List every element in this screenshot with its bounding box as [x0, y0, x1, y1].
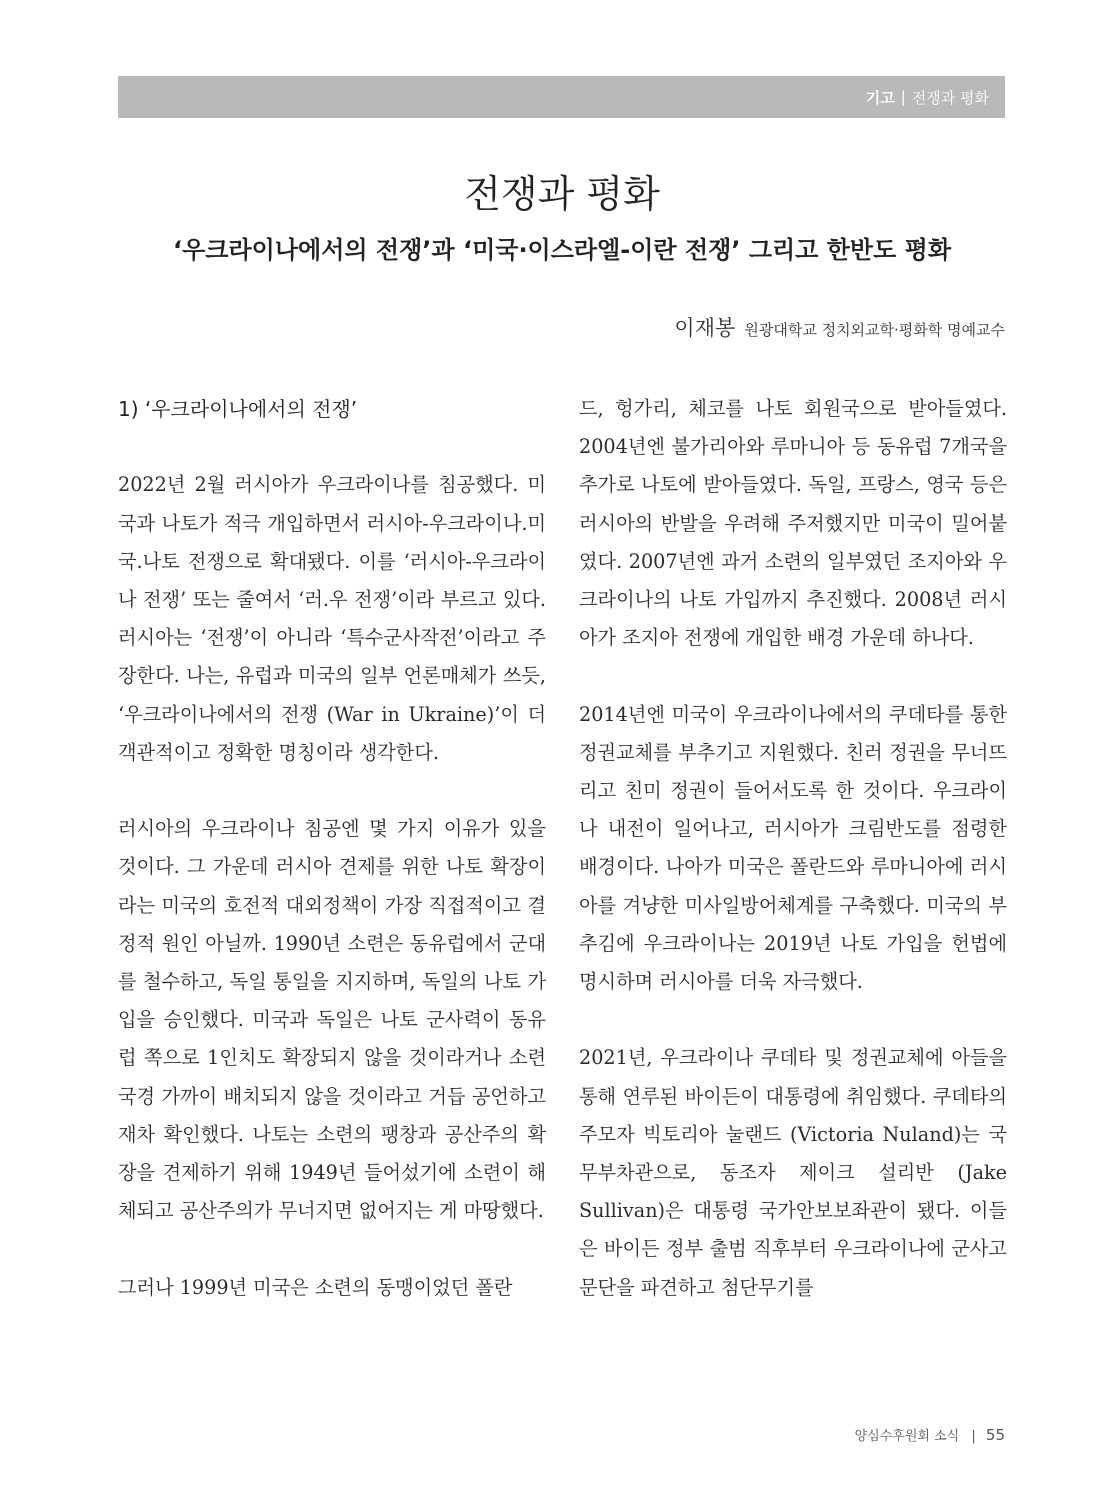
author-affiliation: 원광대학교 정치외교학·평화학 명예교수	[744, 321, 1005, 339]
author-name: 이재봉	[674, 316, 736, 340]
article-subtitle: ‘우크라이나에서의 전쟁’과 ‘미국·이스라엘-이란 전쟁’ 그리고 한반도 평화	[172, 236, 951, 264]
footer-publication: 양심수후원회 소식	[854, 1429, 960, 1444]
section-heading: 1) ‘우크라이나에서의 전쟁’	[118, 397, 358, 421]
right-column	[579, 390, 1007, 1345]
paragraph: 2022년 2월 러시아가 우크라이나를 침공했다. 미국과 나토가 적극 개입하면서 러시아-우크라이나.미국.나토 전쟁으로 확대됐다. 이를 ‘러시아-우크라이나 전쟁’ 또는 줄여서 ‘러.우 전쟁’이라 부르고 있다. 러시아는 ‘전쟁’이 아니라 ‘특수군사작전’이라고 주장한다. 나는, 유럽과 미국의 일부 언론매체가 쓰듯, ‘우크라이나에서의 전쟁 (War in Ukraine)’이 더 객관적이고 정확한 명칭이라 생각한다.	[118, 473, 546, 764]
running-header	[118, 76, 1005, 118]
paragraph: 러시아의 우크라이나 침공엔 몇 가지 이유가 있을 것이다. 그 가운데 러시아 견제를 위한 나토 확장이라는 미국의 호전적 대외정책이 가장 직접적이고 결정적 원인 아닐까. 1990년 소련은 동유럽에서 군대를 철수하고, 독일 통일을 지지하며, 독일의 나토 가입을 승인했다. 미국과 독일은 나토 군사력이 동유럽 쪽으로 1인치도 확장되지 않을 것이라거나 소련 국경 가까이 배치되지 않을 것이라고 거듭 공언하고 재차 확인했다. 나토는 소련의 팽창과 공산주의 확장을 견제하기 위해 1949년 들어섰기에 소련이 해체되고 공산주의가 무너지면 없어지는 게 마땅했다.	[118, 817, 546, 1223]
page-number: 55	[985, 1426, 1005, 1444]
paragraph: 2021년, 우크라이나 쿠데타 및 정권교체에 아들을 통해 연루된 바이든이 대통령에 취임했다. 쿠데타의 주모자 빅토리아 눌랜드 (Victoria Nuland)는 국무부차관으로, 동조자 제이크 설리반 (Jake Sullivan)은 대통령 국가안보보좌관이 됐다. 이들은 바이든 정부 출범 직후부터 우크라이나에 군사고문단을 파견하고 첨단무기를	[579, 1046, 1007, 1299]
paragraph: 그러나 1999년 미국은 소련의 동맹이었던 폴란	[118, 1275, 513, 1299]
left-column	[118, 390, 546, 1345]
header-category: 전쟁과 평화	[911, 88, 989, 107]
paragraph: 드, 헝가리, 체코를 나토 회원국으로 받아들였다. 2004년엔 불가리아와 루마니아 등 동유럽 7개국을 추가로 나토에 받아들였다. 독일, 프랑스, 영국 등은 러시아의 반발을 우려해 주저했지만 미국이 밀어붙였다. 2007년엔 과거 소련의 일부였던 조지아와 우크라이나의 나토 가입까지 추진했다. 2008년 러시아가 조지아 전쟁에 개입한 배경 가운데 하나다.	[579, 397, 1007, 650]
article-title: 전쟁과 평화	[464, 172, 660, 216]
paragraph: 2014년엔 미국이 우크라이나에서의 쿠데타를 통한 정권교체를 부추기고 지원했다. 친러 정권을 무너뜨리고 친미 정권이 들어서도록 한 것이다. 우크라이나 내전이 일어나고, 러시아가 크림반도를 점령한 배경이다. 나아가 미국은 폴란드와 루마니아에 러시아를 겨냥한 미사일방어체계를 구축했다. 미국의 부추김에 우크라이나는 2019년 나토 가입을 헌법에 명시하며 러시아를 더욱 자극했다.	[579, 702, 1007, 994]
page-footer	[855, 1425, 1005, 1444]
header-section: 기고	[865, 88, 895, 107]
header-separator: |	[900, 88, 906, 106]
author-line	[674, 312, 1005, 342]
footer-separator: |	[971, 1429, 976, 1444]
